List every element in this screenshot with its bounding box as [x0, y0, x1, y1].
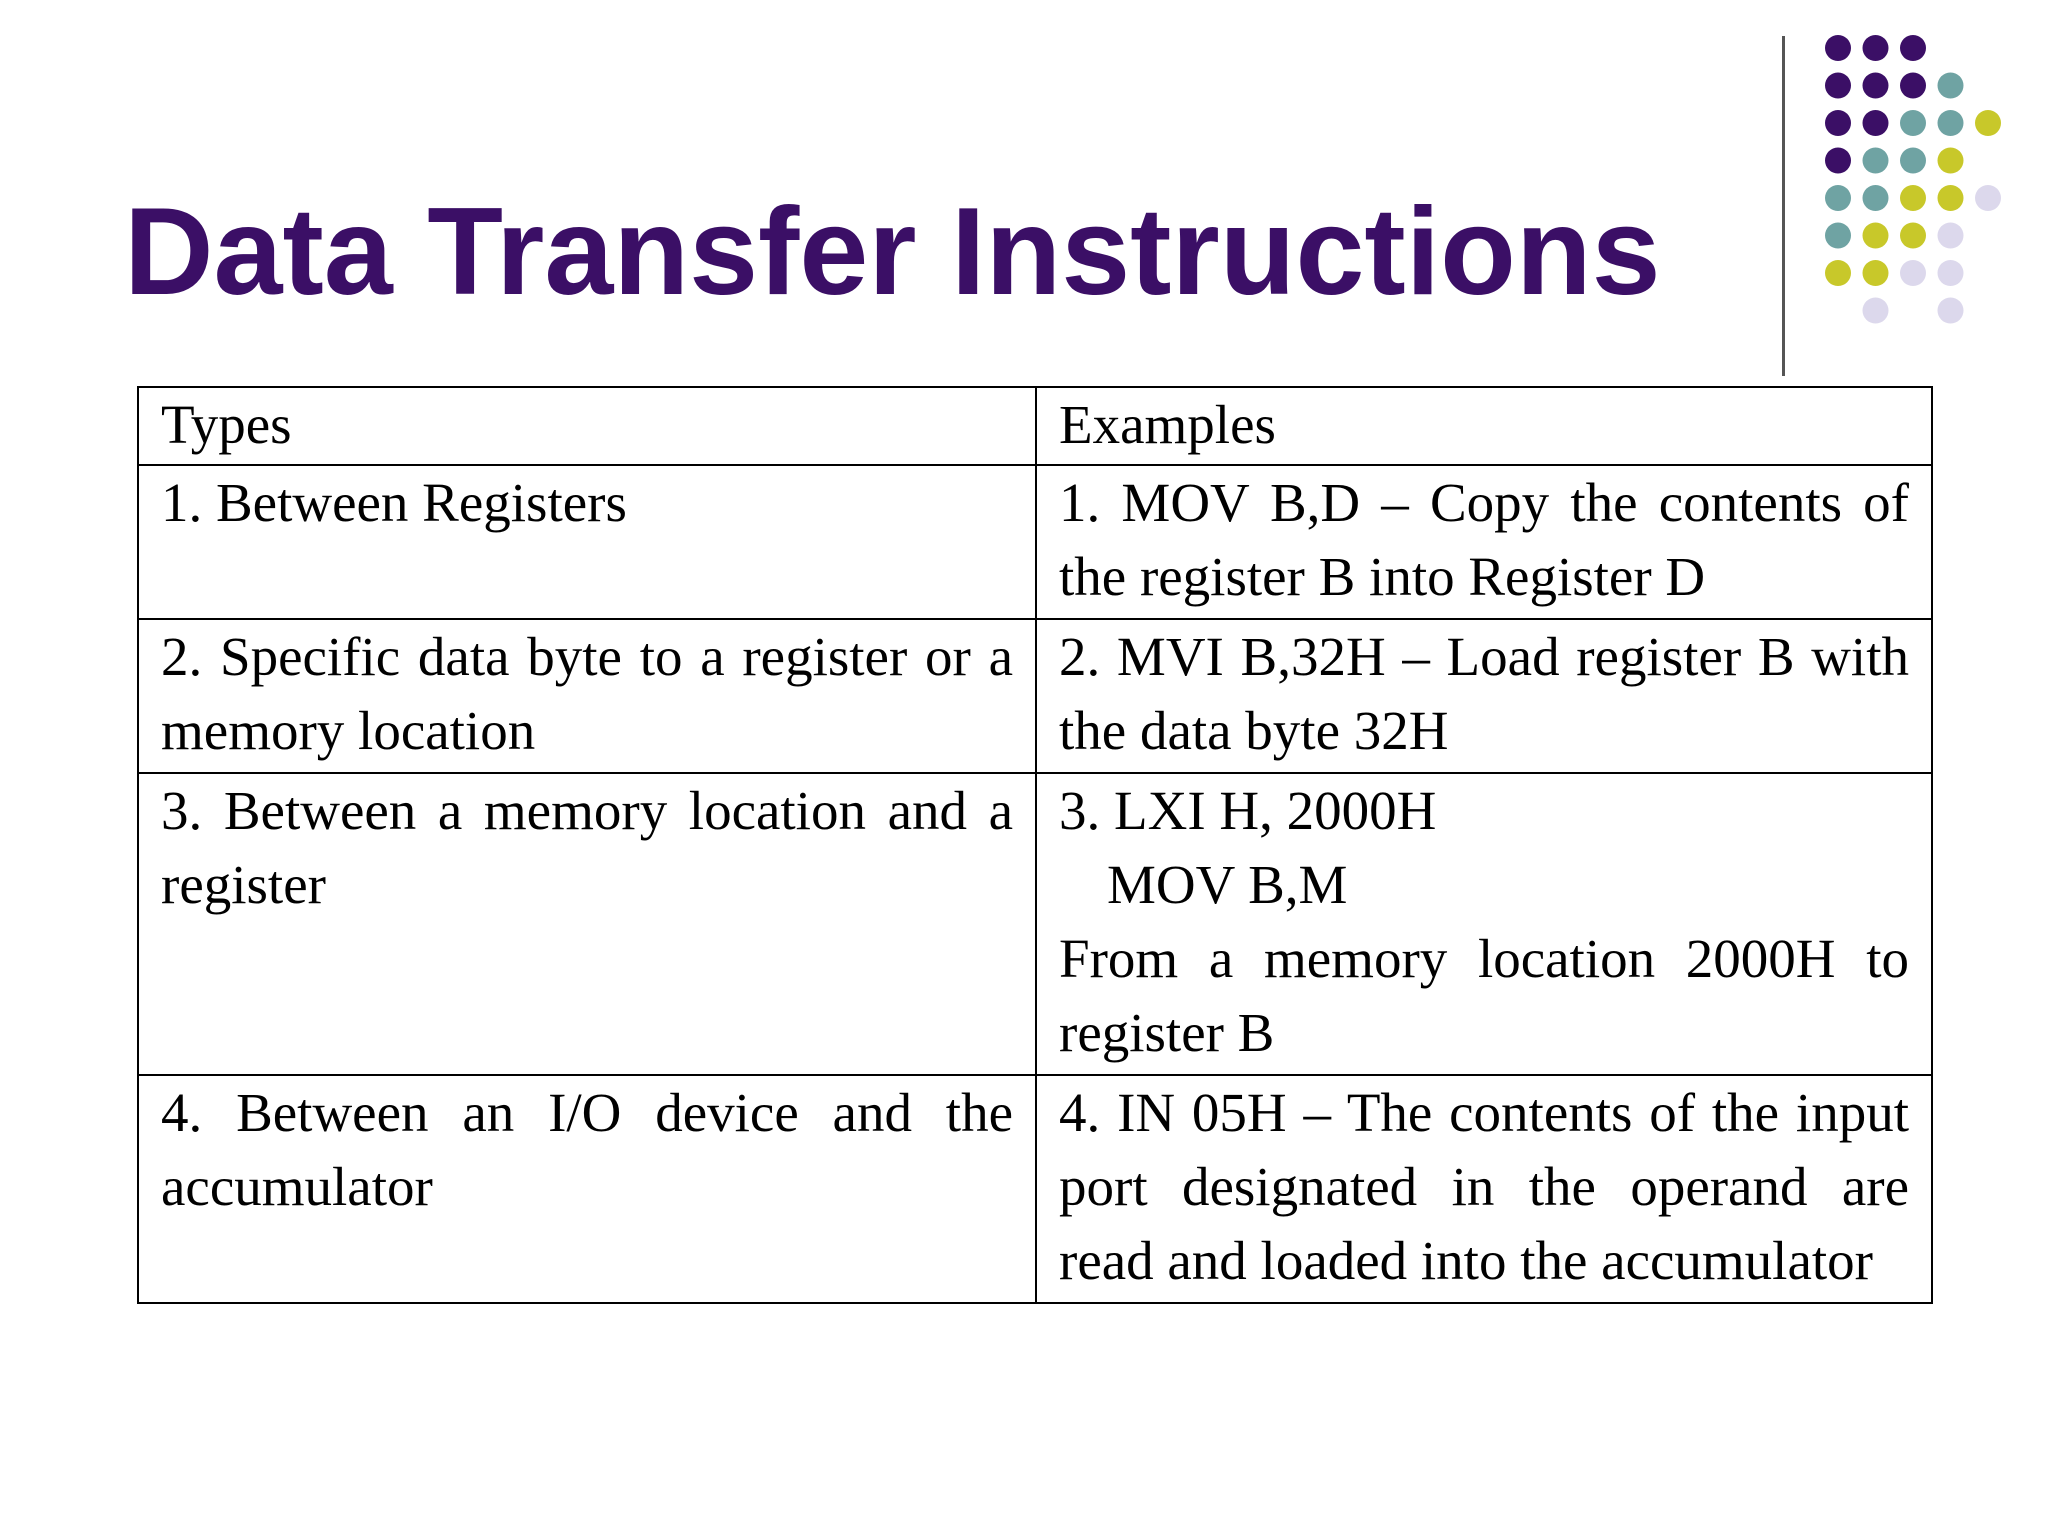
decorative-dot: [1863, 35, 1889, 61]
decorative-dot: [1900, 110, 1926, 136]
type-cell: 2. Specific data byte to a register or a memory location: [138, 619, 1036, 773]
type-cell: 4. Between an I/O device and the accumulator: [138, 1075, 1036, 1303]
example-line: From a memory location 2000H to register B: [1059, 928, 1909, 1063]
instruction-table: [137, 386, 1933, 1304]
decorative-dot: [1825, 110, 1851, 136]
example-cell: [1036, 773, 1932, 1075]
decorative-dot: [1863, 148, 1889, 174]
decorative-dot: [1938, 73, 1964, 99]
decorative-dot: [1938, 110, 1964, 136]
decorative-dot: [1863, 73, 1889, 99]
decorative-dot: [1863, 185, 1889, 211]
decorative-dot: [1900, 185, 1926, 211]
decorative-dot: [1975, 185, 2001, 211]
decorative-dot: [1863, 298, 1889, 324]
decorative-dot: [1938, 148, 1964, 174]
decorative-dot: [1825, 148, 1851, 174]
table-row: [138, 619, 1932, 773]
decorative-dot: [1938, 223, 1964, 249]
example-cell: 2. MVI B,32H – Load register B with the data byte 32H: [1036, 619, 1932, 773]
decorative-dot: [1863, 110, 1889, 136]
header-types: Types: [138, 387, 1036, 465]
example-cell: 4. IN 05H – The contents of the input port designated in the operand are read and loaded into the accumulator: [1036, 1075, 1932, 1303]
decorative-dot: [1900, 148, 1926, 174]
table-row: [138, 773, 1932, 1075]
decorative-dot: [1975, 110, 2001, 136]
slide-title: Data Transfer Instructions: [124, 183, 1661, 321]
decorative-dot: [1863, 223, 1889, 249]
type-cell: 3. Between a memory location and a register: [138, 773, 1036, 1075]
header-examples: Examples: [1036, 387, 1932, 465]
example-cell: 1. MOV B,D – Copy the contents of the register B into Register D: [1036, 465, 1932, 619]
decorative-dot: [1900, 260, 1926, 286]
example-line: 3. LXI H, 2000H: [1059, 780, 1437, 841]
decorative-dot: [1825, 35, 1851, 61]
decorative-dot: [1900, 223, 1926, 249]
decorative-dot: [1938, 298, 1964, 324]
example-line: MOV B,M: [1107, 854, 1348, 915]
decorative-dot: [1900, 35, 1926, 61]
decorative-dot: [1863, 260, 1889, 286]
table-header-row: [138, 387, 1932, 465]
decorative-dot: [1825, 73, 1851, 99]
table-row: [138, 465, 1932, 619]
decorative-dot-grid: [0, 0, 2048, 400]
decorative-dot: [1825, 223, 1851, 249]
decorative-dot: [1938, 185, 1964, 211]
table-row: [138, 1075, 1932, 1303]
type-cell: 1. Between Registers: [138, 465, 1036, 619]
decorative-dot: [1900, 73, 1926, 99]
decorative-dot: [1938, 260, 1964, 286]
decorative-dot: [1825, 185, 1851, 211]
decorative-dot: [1825, 260, 1851, 286]
